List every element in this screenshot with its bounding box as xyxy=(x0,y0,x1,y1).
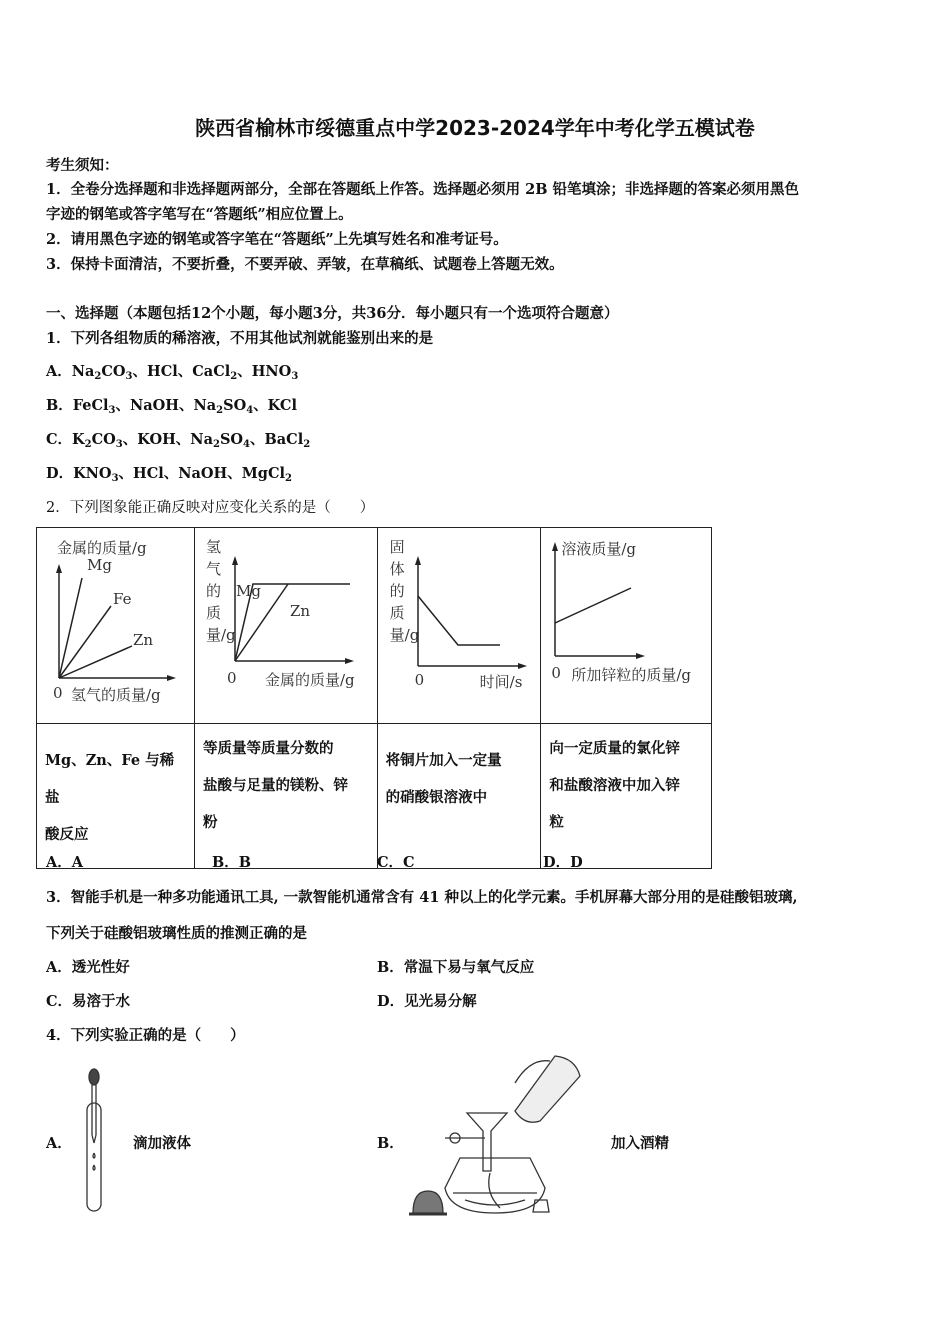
q2-option-b: B．B xyxy=(212,854,252,871)
formula-subscript: 2 xyxy=(84,439,92,450)
description-line: 等质量等质量分数的 xyxy=(203,740,334,757)
formula-subscript: 3 xyxy=(108,405,116,416)
notice-item: 字迹的钢笔或答字笔写在“答题纸”相应位置上。 xyxy=(46,206,353,223)
q2-stem: 2．下列图象能正确反映对应变化关系的是（ ） xyxy=(46,500,375,516)
y-axis-label: 氢气的质量/g xyxy=(206,538,236,644)
x-axis-label: 时间/s xyxy=(479,673,523,691)
q1-option-a xyxy=(46,360,298,382)
x-axis-label: 氢气的质量/g xyxy=(71,686,161,704)
dropper-test-tube-illustration xyxy=(70,1065,120,1220)
graph-cell-d xyxy=(541,528,712,724)
formula-text: 、BaCl xyxy=(250,431,304,448)
formula-text: 、HNO xyxy=(237,363,292,380)
notice-item: 2．请用黑色字迹的钢笔或答字笔在“答题纸”上先填写姓名和准考证号。 xyxy=(46,231,508,248)
formula-text: B．FeCl xyxy=(46,397,109,414)
notice-heading: 考生须知： xyxy=(46,157,119,174)
q2-option-a: A．A xyxy=(46,854,84,871)
description-line: 和盐酸溶液中加入锌 xyxy=(549,777,680,794)
section-heading: 一、选择题（本题包括12个小题，每小题3分，共36分．每小题只有一个选项符合题意） xyxy=(46,305,619,322)
formula-text: A．Na xyxy=(46,363,95,380)
q1-option-c xyxy=(46,428,310,450)
origin-label: 0 xyxy=(53,684,63,702)
formula-text: CO xyxy=(101,363,126,380)
description-line: 粒 xyxy=(549,814,564,831)
line-label: Zn xyxy=(133,631,154,649)
formula-subscript: 2 xyxy=(216,405,224,416)
q2-option-d: D．D xyxy=(543,854,583,871)
y-axis-label: 固体的质量/g xyxy=(389,538,420,644)
q3-stem: 下列关于硅酸铝玻璃性质的推测正确的是 xyxy=(46,925,307,942)
formula-subscript: 4 xyxy=(243,439,251,450)
page-title: 陕西省榆林市绥德重点中学2023-2024学年中考化学五模试卷 xyxy=(195,116,755,140)
formula-subscript: 2 xyxy=(303,439,311,450)
q3-option-c: C．易溶于水 xyxy=(46,993,131,1010)
formula-subscript: 2 xyxy=(94,371,102,382)
formula-text: 、KCl xyxy=(253,397,297,414)
graph-cell-b xyxy=(195,528,378,724)
formula-subscript: 2 xyxy=(212,439,220,450)
description-line: 将铜片加入一定量 xyxy=(385,752,502,769)
graph-cell-c xyxy=(377,528,541,724)
formula-subscript: 2 xyxy=(230,371,238,382)
q2-option-c: C．C xyxy=(377,854,415,871)
x-axis-label: 金属的质量/g xyxy=(265,671,355,689)
formula-text: C．K xyxy=(46,431,85,448)
description-line: 酸反应 xyxy=(45,826,89,843)
q3-option-d: D．见光易分解 xyxy=(377,993,477,1010)
formula-text: SO xyxy=(219,431,244,448)
formula-subscript: 3 xyxy=(111,473,119,484)
formula-subscript: 3 xyxy=(115,439,123,450)
origin-label: 0 xyxy=(551,664,561,682)
description-line: 盐酸与足量的镁粉、锌 xyxy=(203,777,348,794)
q3-option-b: B．常温下易与氧气反应 xyxy=(377,959,535,976)
q1-option-d xyxy=(46,462,292,484)
description-a xyxy=(37,724,195,869)
alcohol-lamp-illustration xyxy=(405,1048,590,1223)
q4-option-a-label: 滴加液体 xyxy=(133,1135,191,1152)
q1-stem: 1．下列各组物质的稀溶液，不用其他试剂就能鉴别出来的是 xyxy=(46,330,434,347)
description-c xyxy=(377,724,541,869)
notice-item: 3．保持卡面清洁，不要折叠，不要弄破、弄皱，在草稿纸、试题卷上答题无效。 xyxy=(46,256,564,273)
description-line: 粉 xyxy=(203,814,218,831)
description-d xyxy=(541,724,712,869)
q3-stem: 3．智能手机是一种多功能通讯工具, 一款智能机通常含有 41 种以上的化学元素。手机屏幕大部分用的是硅酸铝玻璃, xyxy=(46,889,798,906)
description-b xyxy=(195,724,378,869)
formula-text: D．KNO xyxy=(46,465,112,482)
q3-option-a: A．透光性好 xyxy=(46,959,130,976)
q4-stem: 4．下列实验正确的是（ ） xyxy=(46,1027,245,1044)
description-line: 的硝酸银溶液中 xyxy=(385,789,488,806)
formula-text: 、KOH、Na xyxy=(122,431,213,448)
description-line: Mg、Zn、Fe 与稀盐 xyxy=(45,752,175,806)
q1-option-b xyxy=(46,394,297,416)
formula-text: 、HCl、NaOH、MgCl xyxy=(118,465,285,482)
origin-label: 0 xyxy=(414,671,425,689)
line-label: Zn xyxy=(290,602,311,620)
description-line: 向一定质量的氯化锌 xyxy=(549,740,680,757)
formula-text: SO xyxy=(223,397,247,414)
formula-text: CO xyxy=(91,431,116,448)
formula-subscript: 3 xyxy=(291,371,299,382)
formula-subscript: 3 xyxy=(125,371,133,382)
formula-subscript: 2 xyxy=(285,473,292,484)
notice-item: 1．全卷分选择题和非选择题两部分，全部在答题纸上作答。选择题必须用 2B 铅笔填涂；非选择题的答案必须用黑色 xyxy=(46,181,800,198)
x-axis-label: 所加锌粒的质量/g xyxy=(571,666,691,684)
formula-text: 、NaOH、Na xyxy=(115,397,217,414)
q4-option-b-letter: B． xyxy=(377,1135,404,1152)
graph-cell-a xyxy=(37,528,195,724)
q4-option-b-label: 加入酒精 xyxy=(611,1135,669,1152)
line-label: Mg xyxy=(236,582,261,600)
q2-table xyxy=(36,527,712,869)
formula-subscript: 4 xyxy=(246,405,254,416)
y-axis-label: 金属的质量/g xyxy=(57,539,147,557)
origin-label: 0 xyxy=(227,669,237,687)
line-label: Mg xyxy=(87,556,112,574)
q4-option-a-letter: A． xyxy=(46,1135,72,1152)
y-axis-label: 溶液质量/g xyxy=(561,540,636,558)
line-label: Fe xyxy=(113,590,132,608)
formula-text: 、HCl、CaCl xyxy=(132,363,231,380)
